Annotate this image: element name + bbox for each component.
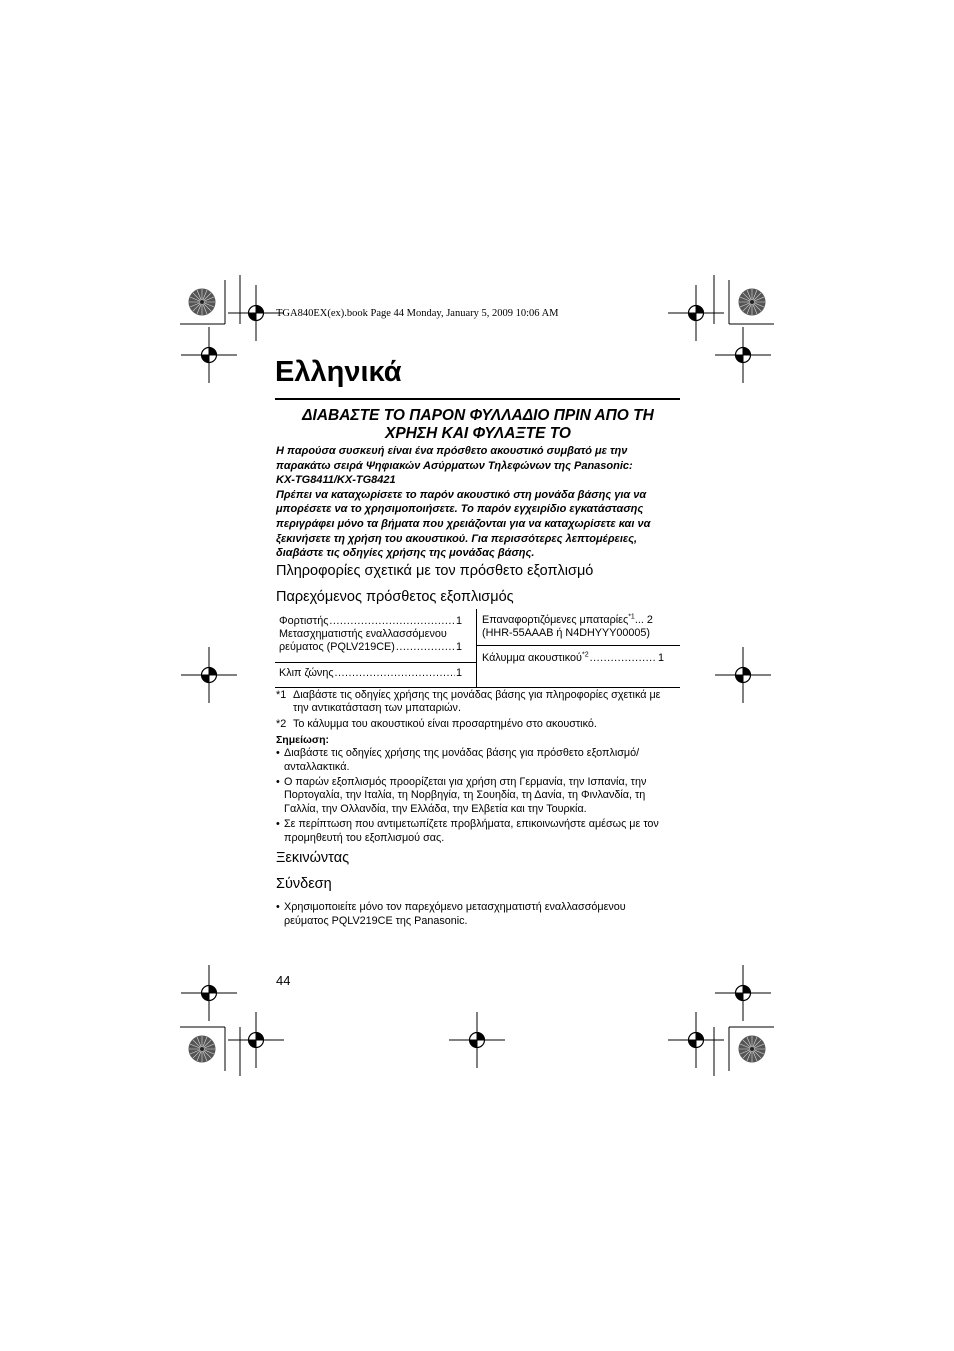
table-column-divider: [476, 609, 477, 687]
intro-line: περιγράφει μόνο τα βήματα που χρειάζονται για να καταχωρίσετε και να: [276, 517, 651, 530]
accessory-quantity: ... 2: [634, 614, 653, 626]
list-item-line: ανταλλακτικά.: [284, 760, 350, 773]
bullet-icon: •: [276, 747, 280, 759]
title-rule: [275, 398, 680, 400]
accessory-cell-batteries: [482, 614, 665, 640]
list-item: [276, 776, 682, 817]
intro-line: Πρέπει να καταχωρίσετε το παρόν ακουστικό στη μονάδα βάσης για να: [276, 488, 647, 501]
notice-heading-line-1: ΔΙΑΒΑΣΤΕ ΤΟ ΠΑΡΟΝ ΦΥΛΛΑΔΙΟ ΠΡΙΝ ΑΠΟ ΤΗ: [302, 407, 654, 424]
footnote-text: Διαβάστε τις οδηγίες χρήσης της μονάδας βάσης για πληροφορίες σχετικά με: [293, 689, 661, 701]
footnote-1: [276, 689, 682, 715]
heading-getting-started: Ξεκινώντας: [276, 850, 350, 866]
list-item-line: Σε περίπτωση που αντιμετωπίζετε προβλήματα, επικοινωνήστε αμέσως με τον: [284, 818, 659, 831]
subsection-heading-supplied-accessories: Παρεχόμενος πρόσθετος εξοπλισμός: [276, 589, 514, 605]
page-title: Ελληνικά: [275, 356, 402, 388]
intro-line: Η παρούσα συσκευή είναι ένα πρόσθετο ακουστικό συμβατό με την: [276, 445, 628, 457]
accessory-quantity: 1: [455, 615, 462, 627]
list-item-line: προμηθευτή του εξοπλισμού σας.: [284, 831, 445, 844]
table-row-rule: [477, 645, 680, 646]
accessory-batteries: [482, 614, 665, 627]
list-item-line: Πορτογαλία, την Ιταλία, τη Νορβηγία, τη Σουηδία, τη Δανία, τη Φινλανδία, τη: [284, 789, 646, 802]
list-item-line: Γαλλία, την Ολλανδία, την Ελλάδα, την Ελβετία και την Τουρκία.: [284, 802, 587, 815]
footnote-reference: *1: [628, 613, 635, 621]
list-item-line: Διαβάστε τις οδηγίες χρήσης της μονάδας βάσης για πρόσθετο εξοπλισμό/: [284, 747, 640, 759]
accessory-label: Κλιπ ζώνης: [279, 667, 334, 679]
bullet-icon: •: [276, 901, 280, 913]
intro-paragraph-compatibility: [276, 444, 680, 488]
footnote-reference: *2: [581, 651, 589, 659]
note-label: Σημείωση:: [276, 734, 330, 746]
dot-leader: [329, 615, 455, 628]
accessory-cell-charger-adaptor: [279, 615, 462, 654]
list-item: [276, 747, 682, 774]
intro-line: ξεκινήσετε τη χρήση του ακουστικού. Για περισσότερες λεπτομέρειες,: [276, 532, 638, 545]
accessory-charger: [279, 615, 462, 628]
list-item-line: Ο παρών εξοπλισμός προορίζεται για χρήση στη Γερμανία, την Ισπανία, την: [284, 775, 647, 788]
accessory-adaptor-line-1: Μετασχηματιστής εναλλασσόμενου: [279, 628, 447, 640]
book-header-line: TGA840EX(ex).book Page 44 Monday, January 5, 2009 10:06 AM: [276, 308, 559, 319]
table-row-rule: [275, 662, 476, 663]
accessory-handset-cover: [482, 652, 664, 665]
section-heading-accessory-info: Πληροφορίες σχετικά με τον πρόσθετο εξοπλισμό: [276, 563, 594, 579]
note-list: [276, 747, 682, 847]
accessory-belt-clip: [279, 667, 462, 680]
intro-line: μπορέσετε να το χρησιμοποιήσετε. Το παρόν εγχειρίδιο εγκατάστασης: [276, 503, 644, 516]
connections-list: [276, 901, 682, 930]
intro-text: [276, 444, 680, 561]
heading-connections: Σύνδεση: [276, 876, 332, 892]
intro-line: διαβάστε τις οδηγίες χρήσης της μονάδας βάσης.: [276, 547, 535, 560]
list-item-line: Χρησιμοποιείτε μόνο τον παρεχόμενο μετασχηματιστή εναλλασσόμενου: [284, 901, 626, 913]
list-item: [276, 818, 682, 845]
footnote-2: [276, 718, 682, 731]
page-number: 44: [276, 973, 291, 988]
accessory-quantity: 1: [455, 641, 462, 653]
dot-leader: [396, 641, 455, 654]
notice-heading: [276, 407, 680, 443]
accessory-adaptor: [279, 641, 462, 654]
footnote-mark: *1: [276, 689, 287, 701]
dot-leader: [590, 652, 657, 665]
intro-line: παρακάτω σειρά Ψηφιακών Ασύρματων Τηλεφώνων της Panasonic:: [276, 459, 633, 472]
accessory-label: Κάλυμμα ακουστικού: [482, 652, 582, 664]
accessory-label: ρεύματος (PQLV219CE): [279, 641, 395, 653]
intro-paragraph-registration: [276, 488, 680, 561]
list-item-line: ρεύματος PQLV219CE της Panasonic.: [284, 914, 468, 927]
footnote-text: Το κάλυμμα του ακουστικού είναι προσαρτημένο στο ακουστικό.: [293, 718, 597, 730]
accessory-label: Επαναφορτιζόμενες μπαταρίες: [482, 614, 629, 626]
notice-heading-line-2: ΧΡΗΣΗ ΚΑΙ ΦΥΛΑΞΤΕ ΤΟ: [385, 425, 571, 442]
accessory-label: Φορτιστής: [279, 615, 329, 627]
bullet-icon: •: [276, 775, 280, 788]
dot-leader: [335, 667, 455, 680]
accessory-battery-model: (HHR-55AAAB ή N4DHYYY00005): [482, 627, 651, 639]
list-item: [276, 901, 682, 928]
bullet-icon: •: [276, 818, 280, 831]
footnote-mark: *2: [276, 718, 287, 730]
footnote-text: την αντικατάσταση των μπαταριών.: [293, 702, 461, 714]
accessory-quantity: 1: [657, 652, 664, 664]
accessory-quantity: 1: [455, 667, 462, 679]
intro-line: KX-TG8411/KX-TG8421: [276, 474, 396, 487]
table-bottom-rule: [275, 687, 680, 688]
